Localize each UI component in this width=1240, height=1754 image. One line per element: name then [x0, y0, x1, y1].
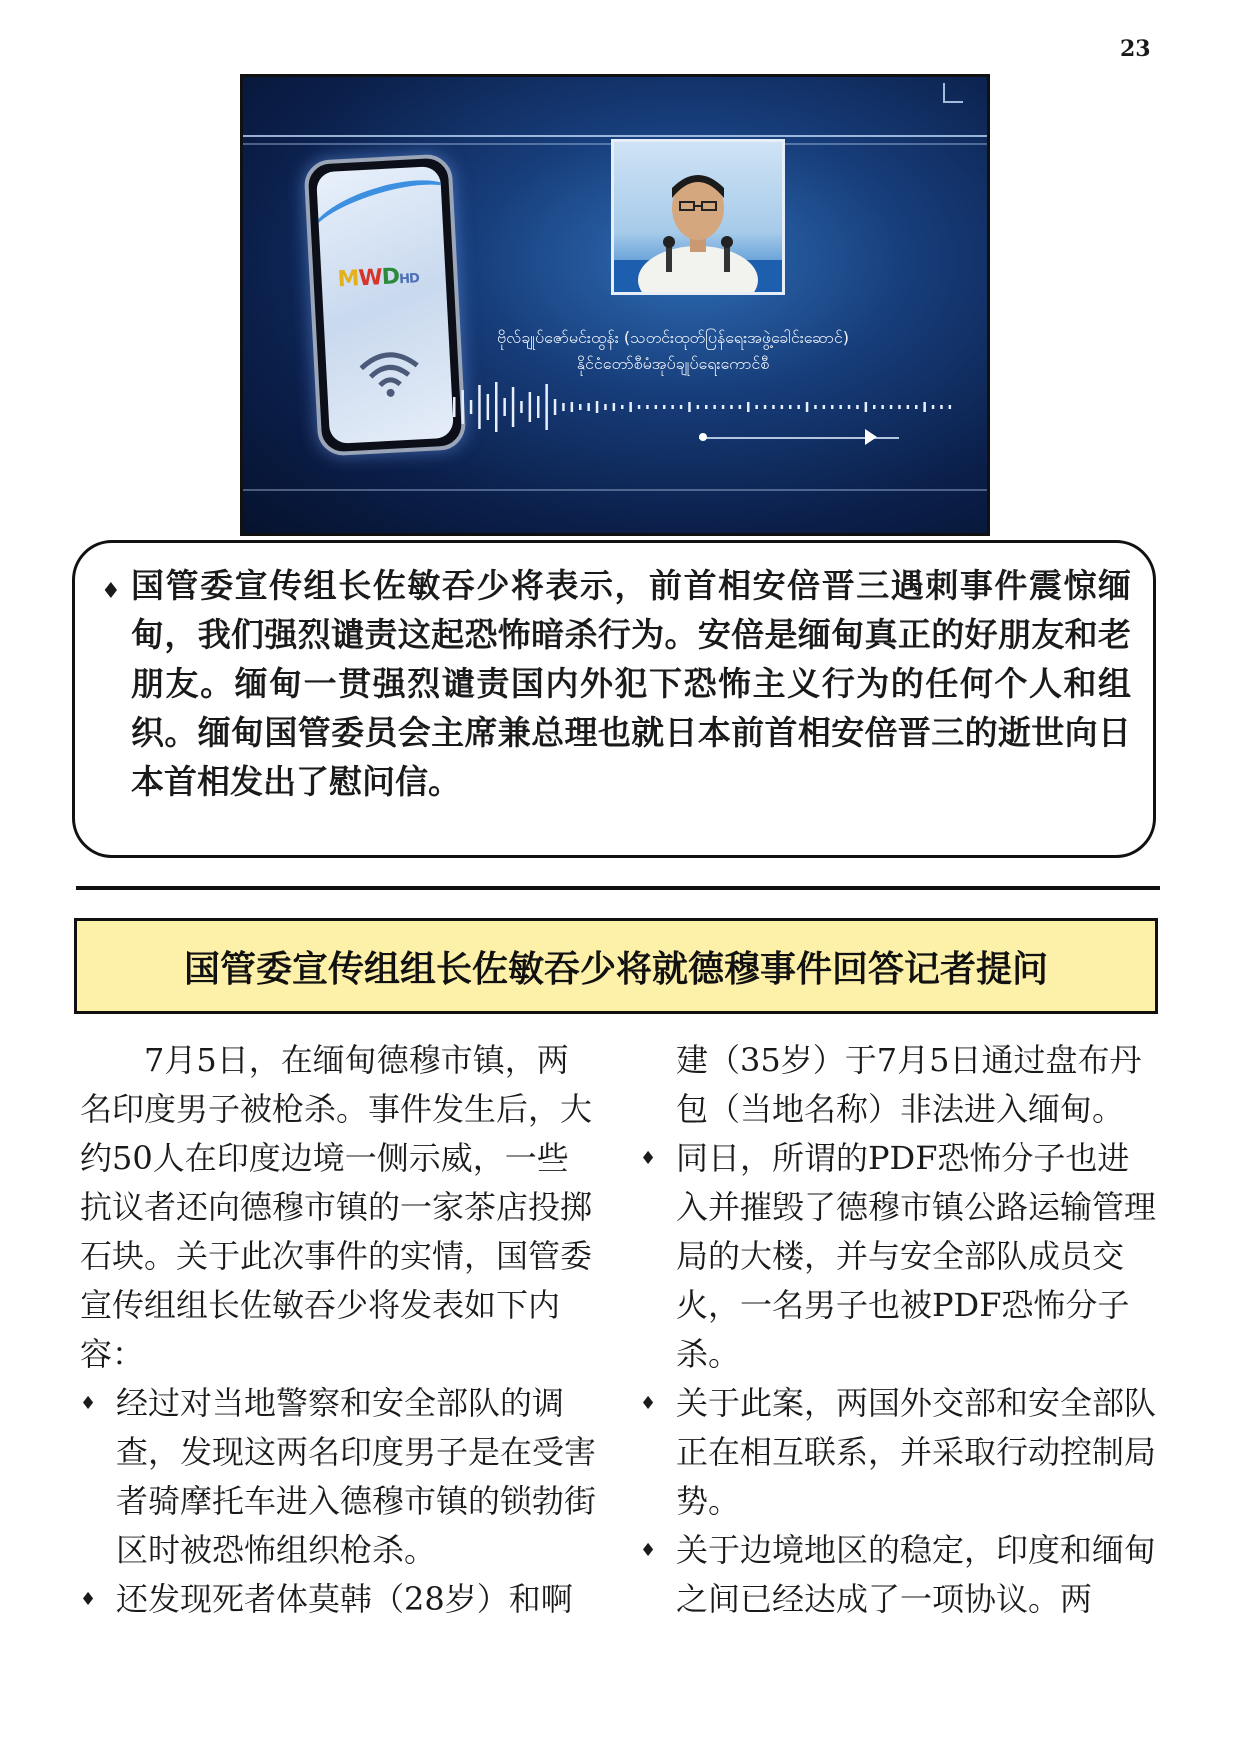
- waveform-bar: [562, 403, 565, 411]
- waveform-bar: [638, 405, 641, 409]
- video-screenshot: [240, 74, 990, 536]
- waveform-bar: [831, 405, 834, 409]
- waveform-bar: [755, 405, 758, 409]
- waveform-bar: [495, 382, 498, 432]
- waveform-bar: [797, 405, 800, 409]
- waveform-bar: [478, 385, 481, 429]
- waveform-bar: [621, 405, 624, 409]
- intro-paragraph: 7月5日，在缅甸德穆市镇，两名印度男子被枪杀。事件发生后，大约50人在印度边境一侧示威，一些抗议者还向德穆市镇的一家茶店投掷石块。关于此次事件的实情，国管委宣传组组长佐敏吞少将发表如下内容：: [80, 1041, 593, 1373]
- bullet-item: ♦ 还发现死者体莫韩（28岁）和啊: [80, 1575, 600, 1624]
- phone-screen: [316, 166, 454, 444]
- waveform-bar: [487, 394, 490, 420]
- swoosh-graphic: [316, 166, 454, 263]
- waveform-bar: [545, 384, 548, 430]
- bullet-item: ♦ 经过对当地警察和安全部队的调查，发现这两名印度男子是在受害者骑摩托车进入德穆市镇的锁勃街区时被恐怖组织枪杀。: [80, 1379, 600, 1575]
- waveform-bar: [730, 405, 733, 409]
- waveform-bar: [949, 405, 952, 409]
- bullet-item: ♦ 关于边境地区的稳定，印度和缅甸之间已经达成了一项协议。两: [640, 1526, 1160, 1624]
- waveform-bar: [873, 405, 876, 409]
- section-heading: 国管委宣传组组长佐敏吞少将就德穆事件回答记者提问: [183, 948, 1048, 990]
- waveform-bar: [705, 405, 708, 409]
- waveform-bar: [940, 405, 943, 409]
- waveform-bar: [814, 405, 817, 409]
- left-column: [80, 1036, 600, 1624]
- progress-handle: [699, 433, 707, 441]
- waveform-bar: [646, 405, 649, 409]
- waveform-bar: [629, 402, 632, 412]
- waveform-bar: [739, 405, 742, 409]
- logo-letter: HD: [398, 271, 420, 288]
- waveform-bar: [655, 405, 658, 409]
- mwd-logo: [337, 263, 419, 292]
- waveform-bar: [512, 387, 515, 427]
- waveform-bar: [571, 402, 574, 412]
- waveform-bar: [587, 403, 590, 411]
- waveform-bar: [604, 404, 607, 410]
- waveform-bar: [806, 402, 809, 412]
- logo-letter: D: [381, 264, 400, 291]
- waveform-bar: [789, 405, 792, 409]
- waveform-bar: [453, 397, 456, 417]
- section-heading-box: [74, 918, 1158, 1014]
- logo-letter: M: [336, 266, 360, 293]
- waveform-bar: [554, 399, 557, 415]
- waveform-bar: [764, 405, 767, 409]
- diamond-bullet-icon: ♦: [101, 579, 121, 604]
- speaker-photo: [611, 139, 785, 295]
- waveform-bar: [923, 402, 926, 412]
- waveform-bar: [898, 405, 901, 409]
- waveform-bar: [747, 402, 750, 412]
- waveform-bar: [503, 398, 506, 416]
- waveform-bar: [680, 405, 683, 409]
- waveform-bar: [839, 405, 842, 409]
- notice-text: 国管委宣传组长佐敏吞少将表示，前首相安倍晋三遇刺事件震惊缅甸，我们强烈谴责这起恐怖暗杀行为。安倍是缅甸真正的好朋友和老朋友。缅甸一贯强烈谴责国内外犯下恐怖主义行为的任何个人和组织。缅甸国管委员会主席兼总理也就日本前首相安倍晋三的逝世向日本首相发出了慰问信。: [131, 566, 1131, 801]
- bullet-item: ♦ 同日，所谓的PDF恐怖分子也进入并摧毁了德穆市镇公路运输管理局的大楼，并与安全部队成员交火，一名男子也被PDF恐怖分子杀。: [640, 1134, 1160, 1379]
- video-caption: [443, 325, 903, 377]
- caption-line: နိုင်ငံတော်စီမံအုပ်ချုပ်ရေးကောင်စီ: [576, 354, 770, 373]
- bullet-item: ♦ 关于此案，两国外交部和安全部队正在相互联系，并采取行动控制局势。: [640, 1379, 1160, 1526]
- waveform-bar: [823, 405, 826, 409]
- waveform-bar: [856, 405, 859, 409]
- waveform-bar: [697, 405, 700, 409]
- waveform-bar: [579, 404, 582, 410]
- wifi-icon: [355, 337, 424, 406]
- waveform-bar: [529, 392, 532, 422]
- waveform-bar: [671, 405, 674, 409]
- audio-waveform: [449, 377, 969, 437]
- waveform-bar: [713, 405, 716, 409]
- waveform-bar: [932, 405, 935, 409]
- smartphone-graphic: [303, 153, 466, 456]
- waveform-bar: [688, 402, 691, 412]
- continued-text: 建（35岁）于7月5日通过盘布丹包（当地名称）非法进入缅甸。: [676, 1041, 1142, 1128]
- waveform-bar: [470, 400, 473, 414]
- waveform-bar: [520, 401, 523, 413]
- waveform-bar: [781, 405, 784, 409]
- notice-box: [72, 540, 1156, 858]
- waveform-bar: [461, 390, 464, 424]
- waveform-bar: [613, 403, 616, 411]
- logo-letter: W: [357, 265, 383, 292]
- caption-line: ဗိုလ်ချုပ်ဇော်မင်းထွန်း (သတင်းထုတ်ပြန်ရေးအဖွဲ့ခေါင်းဆောင်): [497, 328, 849, 347]
- waveform-bar: [596, 401, 599, 413]
- waveform-bar: [772, 405, 775, 409]
- hud-corner-icon: [943, 83, 963, 103]
- waveform-bar: [537, 396, 540, 418]
- right-column: [640, 1036, 1160, 1624]
- hud-line: [243, 489, 987, 491]
- hud-line: [243, 135, 987, 137]
- waveform-bar: [915, 405, 918, 409]
- section-divider: [76, 886, 1160, 890]
- waveform-bar: [881, 405, 884, 409]
- play-icon: [865, 429, 877, 445]
- waveform-bar: [722, 405, 725, 409]
- waveform-bar: [890, 405, 893, 409]
- waveform-bar: [663, 405, 666, 409]
- page-number: 23: [1120, 36, 1151, 62]
- waveform-bar: [865, 402, 868, 412]
- waveform-bar: [848, 405, 851, 409]
- waveform-bar: [907, 405, 910, 409]
